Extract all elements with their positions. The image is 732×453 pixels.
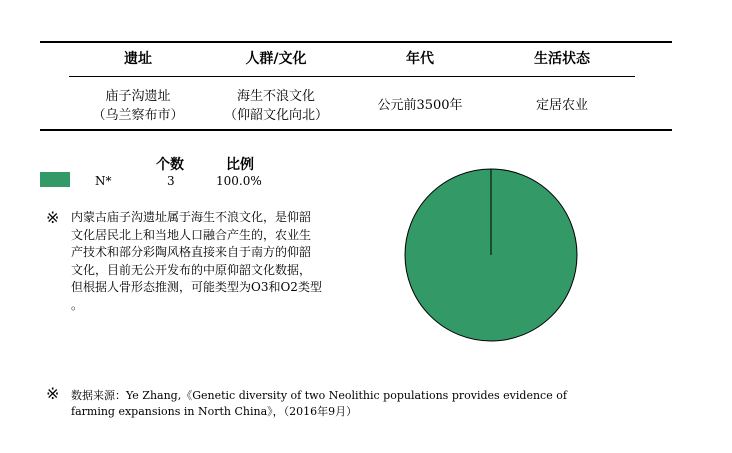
legend-label: N*	[95, 174, 112, 188]
legend-count-header: 个数	[156, 157, 184, 173]
note-line: 文化，目前无公开发布的中原仰韶文化数据，	[71, 262, 312, 277]
source-line1: 数据来源：Ye Zhang,《Genetic diversity of two Neolithic populations provides evidence of	[71, 389, 567, 402]
note-line: 文化居民北上和当地人口融合产生的，农业生	[71, 227, 312, 242]
cell-culture-line1: 海生不浪文化	[236, 89, 315, 104]
note-mark: ※	[46, 208, 60, 227]
legend-ratio: 100.0%	[216, 174, 262, 188]
source-line2: farming expansions in North China》，（2016年9月）	[71, 405, 358, 418]
header-site: 遗址	[124, 51, 152, 67]
header-culture: 人群/文化	[245, 51, 307, 67]
source-text	[71, 388, 567, 420]
note-line: 内蒙古庙子沟遗址属于海生不浪文化，是仰韶	[71, 210, 312, 224]
cell-site-line1: 庙子沟遗址	[105, 89, 171, 104]
table-bottom-rule	[40, 129, 672, 131]
header-lifestyle: 生活状态	[534, 51, 590, 67]
table-top-rule	[40, 41, 672, 43]
cell-lifestyle: 定居农业	[535, 98, 588, 113]
legend-swatch	[40, 172, 70, 187]
legend-ratio-header: 比例	[226, 157, 254, 173]
note-line: 但根据人骨形态推测，可能类型为O3和O2类型	[71, 280, 322, 294]
header-date: 年代	[406, 51, 434, 67]
cell-site-line2: （乌兰察布市）	[92, 108, 184, 123]
source-mark: ※	[46, 384, 60, 403]
note-line: 。	[71, 297, 84, 312]
note-text	[71, 209, 371, 314]
legend-count: 3	[167, 174, 175, 188]
cell-culture	[206, 87, 346, 125]
pie-slices	[405, 169, 577, 341]
note-line: 产技术和部分彩陶风格直接来自于南方的仰韶	[71, 245, 312, 259]
cell-site	[68, 87, 208, 125]
cell-culture-line2: （仰韶文化向北）	[223, 108, 328, 123]
table-header-rule	[69, 76, 635, 77]
cell-date: 公元前3500年	[377, 98, 463, 113]
pie-chart	[400, 165, 584, 347]
